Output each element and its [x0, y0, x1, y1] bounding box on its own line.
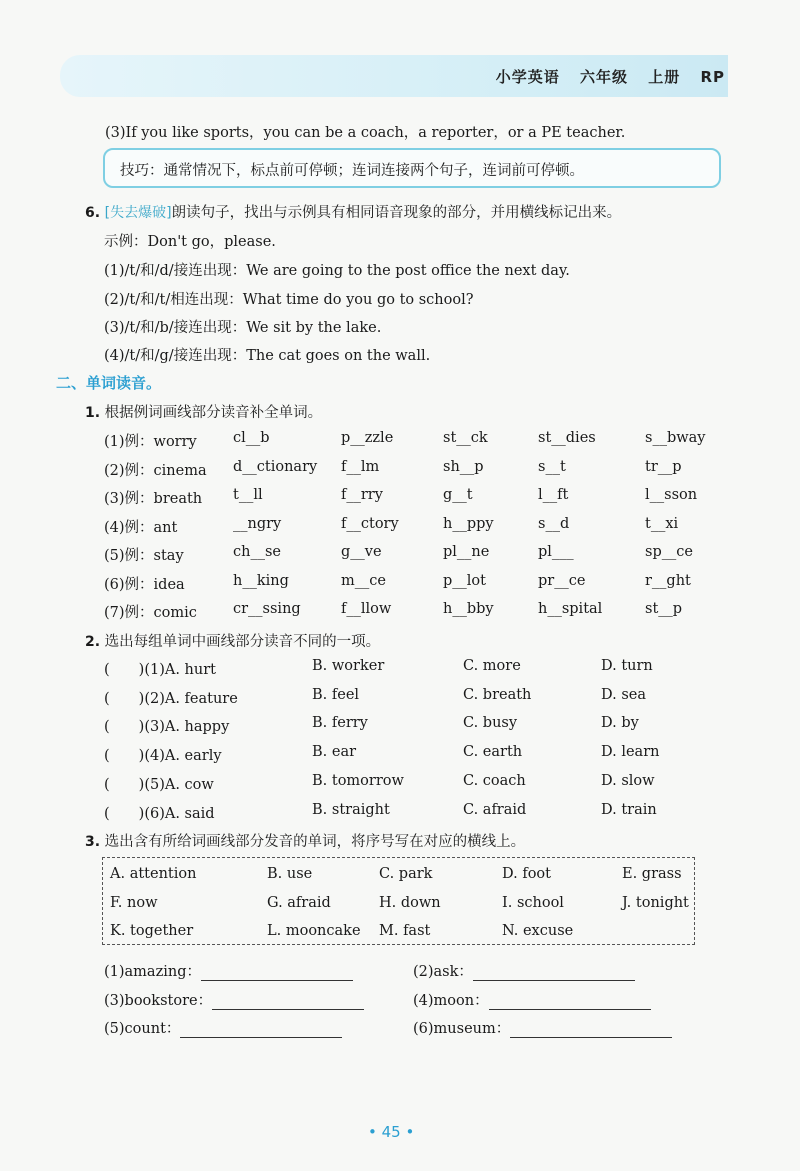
- q3-blank-item[interactable]: [413, 1017, 672, 1038]
- q1-word-blank[interactable]: pl___: [538, 544, 574, 560]
- q6-item: (2)/t/和/t/相连出现：What time do you go to school?: [104, 292, 474, 308]
- answer-blank-line[interactable]: [489, 993, 651, 1010]
- q1-word-blank[interactable]: tr__p: [645, 458, 682, 475]
- section-title: 二、单词读音。: [56, 374, 162, 392]
- q2-option-d: D. learn: [601, 744, 660, 761]
- q1-instruction: 根据例词画线部分读音补全单词。: [104, 405, 323, 421]
- q1-word-blank[interactable]: s__t: [538, 458, 566, 475]
- q3-heading: [85, 830, 525, 851]
- q3-option: F. now: [110, 894, 158, 911]
- q3-blank-item[interactable]: [413, 989, 651, 1010]
- q1-word-blank[interactable]: l__sson: [645, 487, 698, 503]
- q3-option: M. fast: [379, 923, 431, 939]
- q2-number: 2.: [85, 634, 101, 650]
- q1-heading: [85, 401, 322, 422]
- q3-option: G. afraid: [267, 894, 331, 911]
- top-sentence: (3)If you like sports，you can be a coach，a reporter，or a PE teacher.: [105, 125, 626, 141]
- q1-word-blank[interactable]: g__ve: [341, 544, 382, 560]
- q6-item: (4)/t/和/g/接连出现：The cat goes on the wall.: [104, 348, 431, 364]
- q2-heading: [85, 630, 380, 651]
- q1-word-blank[interactable]: f__rry: [341, 487, 383, 503]
- q2-option-b: B. worker: [312, 658, 385, 674]
- page-header: [482, 66, 725, 87]
- q1-example: (6)例：idea: [104, 576, 185, 593]
- q2-answer-line[interactable]: ( )(2)A. feature: [104, 690, 238, 707]
- q2-answer-line[interactable]: ( )(3)A. happy: [104, 719, 230, 736]
- q1-word-blank[interactable]: h__bby: [443, 601, 494, 617]
- q3-option: I. school: [502, 894, 564, 911]
- answer-blank-line[interactable]: [212, 993, 364, 1010]
- q2-option-c: C. afraid: [463, 801, 527, 818]
- q3-option: D. foot: [502, 866, 551, 882]
- q3-option: C. park: [379, 866, 433, 882]
- q6-tag: [失去爆破]: [104, 205, 172, 221]
- q3-blank-item[interactable]: [413, 960, 635, 981]
- q3-number: 3.: [85, 834, 101, 850]
- answer-blank-line[interactable]: [510, 1021, 672, 1038]
- q3-option: H. down: [379, 894, 441, 911]
- q3-blank-label: (2)ask：: [413, 964, 473, 980]
- q1-word-blank[interactable]: d__ctionary: [233, 458, 318, 475]
- q1-word-blank[interactable]: h__king: [233, 572, 289, 589]
- q6-heading: [85, 201, 621, 222]
- q6-number: 6.: [85, 205, 101, 221]
- q1-example: (4)例：ant: [104, 519, 178, 536]
- q1-word-blank[interactable]: f__lm: [341, 458, 380, 475]
- q3-blank-label: (4)moon：: [413, 992, 489, 1009]
- q1-word-blank[interactable]: st__p: [645, 601, 683, 617]
- q1-word-blank[interactable]: pl__ne: [443, 544, 490, 560]
- q1-word-blank[interactable]: f__llow: [341, 601, 392, 617]
- q3-option: K. together: [110, 923, 194, 939]
- q2-answer-line[interactable]: ( )(1)A. hurt: [104, 662, 216, 678]
- q2-option-c: C. breath: [463, 686, 532, 703]
- header-grade: 六年级: [579, 68, 628, 86]
- q3-option: J. tonight: [622, 894, 689, 911]
- q1-word-blank[interactable]: h__spital: [538, 601, 603, 617]
- q6-item: (3)/t/和/b/接连出现：We sit by the lake.: [104, 320, 382, 336]
- q6-example: 示例：Don't go，please.: [104, 234, 276, 250]
- q3-blank-label: (1)amazing：: [104, 964, 201, 980]
- q2-option-c: C. more: [463, 658, 521, 674]
- q3-option: N. excuse: [502, 923, 574, 939]
- q3-blank-item[interactable]: [104, 1017, 342, 1038]
- q1-word-blank[interactable]: t__xi: [645, 515, 679, 532]
- q2-option-c: C. earth: [463, 744, 523, 761]
- header-edition: RP: [700, 68, 725, 86]
- q3-blank-item[interactable]: [104, 989, 364, 1010]
- q6-item: (1)/t/和/d/接连出现：We are going to the post office the next day.: [104, 263, 570, 279]
- q2-option-d: D. turn: [601, 658, 653, 674]
- header-subject: 小学英语: [495, 68, 560, 86]
- answer-blank-line[interactable]: [180, 1021, 342, 1038]
- q3-option: L. mooncake: [267, 923, 361, 939]
- q1-word-blank[interactable]: l__ft: [538, 487, 569, 503]
- q2-option-c: C. busy: [463, 715, 518, 732]
- q1-word-blank[interactable]: r__ght: [645, 572, 691, 589]
- q1-word-blank[interactable]: h__ppy: [443, 515, 494, 532]
- q2-option-b: B. ferry: [312, 715, 368, 732]
- q1-number: 1.: [85, 405, 101, 421]
- q1-example: (7)例：comic: [104, 605, 197, 621]
- q1-word-blank[interactable]: sp__ce: [645, 544, 693, 560]
- q1-word-blank[interactable]: cr__ssing: [233, 601, 301, 617]
- q2-option-b: B. ear: [312, 744, 357, 761]
- q1-word-blank[interactable]: cl__b: [233, 430, 270, 446]
- q2-option-b: B. tomorrow: [312, 772, 404, 789]
- q3-blank-label: (3)bookstore：: [104, 992, 213, 1009]
- q1-word-blank[interactable]: pr__ce: [538, 572, 586, 589]
- q1-word-blank[interactable]: st__dies: [538, 430, 596, 446]
- q2-option-d: D. train: [601, 801, 657, 818]
- q3-option: A. attention: [110, 866, 197, 882]
- q3-blank-label: (6)museum：: [413, 1021, 511, 1037]
- q1-word-blank[interactable]: p__lot: [443, 572, 486, 589]
- q2-instruction: 选出每组单词中画线部分读音不同的一项。: [104, 634, 381, 650]
- q1-word-blank[interactable]: s__bway: [645, 430, 706, 446]
- q2-option-c: C. coach: [463, 772, 526, 789]
- answer-blank-line[interactable]: [201, 964, 353, 981]
- q1-example: (3)例：breath: [104, 491, 203, 507]
- tip-text: 技巧：通常情况下，标点前可停顿；连词连接两个句子，连词前可停顿。: [120, 163, 584, 179]
- q1-example: (5)例：stay: [104, 548, 184, 564]
- q1-word-blank[interactable]: m__ce: [341, 572, 386, 589]
- q3-blank-label: (5)count：: [104, 1021, 181, 1037]
- q3-instruction: 选出含有所给词画线部分发音的单词，将序号写在对应的横线上。: [104, 834, 526, 850]
- q2-answer-line[interactable]: ( )(6)A. said: [104, 805, 215, 822]
- q1-word-blank[interactable]: p__zzle: [341, 430, 394, 446]
- q3-option: B. use: [267, 866, 313, 882]
- q2-option-d: D. by: [601, 715, 639, 732]
- q1-word-blank[interactable]: t__ll: [233, 487, 263, 503]
- q1-word-blank[interactable]: sh__p: [443, 458, 484, 475]
- header-volume: 上册: [648, 68, 681, 86]
- q1-example: (1)例：worry: [104, 434, 197, 450]
- q2-option-d: D. sea: [601, 686, 646, 703]
- q3-blank-item[interactable]: [104, 960, 353, 981]
- q2-answer-line[interactable]: ( )(4)A. early: [104, 748, 222, 765]
- q1-word-blank[interactable]: g__t: [443, 487, 473, 503]
- page-number: • 45 •: [368, 1123, 415, 1141]
- answer-blank-line[interactable]: [473, 964, 635, 981]
- q1-word-blank[interactable]: s__d: [538, 515, 570, 532]
- q1-word-blank[interactable]: st__ck: [443, 430, 488, 446]
- q1-word-blank[interactable]: __ngry: [233, 515, 282, 532]
- q1-word-blank[interactable]: f__ctory: [341, 515, 399, 532]
- q2-option-b: B. straight: [312, 801, 390, 818]
- q2-answer-line[interactable]: ( )(5)A. cow: [104, 776, 214, 793]
- q1-word-blank[interactable]: ch__se: [233, 544, 281, 560]
- q1-example: (2)例：cinema: [104, 462, 207, 479]
- q6-instruction: 朗读句子，找出与示例具有相同语音现象的部分，并用横线标记出来。: [171, 205, 622, 221]
- q2-option-b: B. feel: [312, 686, 360, 703]
- q3-option: E. grass: [622, 866, 682, 882]
- q2-option-d: D. slow: [601, 772, 655, 789]
